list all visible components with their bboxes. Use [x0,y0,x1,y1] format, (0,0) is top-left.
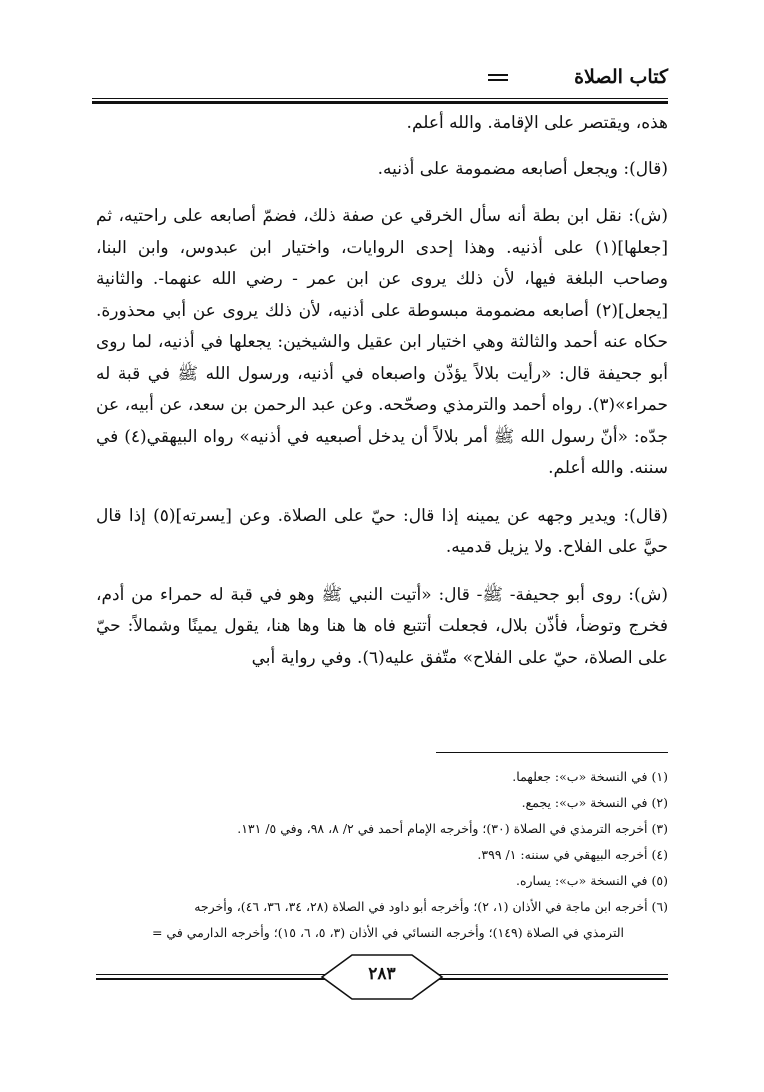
footnote-2: (٢) في النسخة «ب»: يجمع. [521,795,668,810]
footnote-3: (٣) أخرجه الترمذي في الصلاة (٣٠)؛ وأخرجه الإمام أحمد في ٢/ ٨، ٩٨، وفي ٥/ ١٣١. [237,821,668,836]
paragraph-5: (ش): روى أبو جحيفة- ﷺ- قال: «أتيت النبي ﷺ وهو في قبة له حمراء من أدم، فخرج وتوضأ، فأذّن بلال، فجعلت أتتبع فاه ها هنا وها هنا، يقول يمينًا وشمالاً: حيّ على الصلاة، حيّ على الفلاح» متّفق عليه(٦). وفي رواية أبي [96,584,668,668]
paragraph-2: (قال): ويجعل أصابعه مضمومة على أذنيه. [377,158,668,179]
footnote-5: (٥) في النسخة «ب»: يساره. [515,873,668,888]
footnote-4: (٤) أخرجه البيهقي في سننه: ١/ ٣٩٩. [477,847,668,862]
header-title: كتاب الصلاة [574,66,668,88]
page-number-ornament [96,952,668,1002]
paragraph-1: هذه، ويقتصر على الإقامة. والله أعلم. [406,113,668,133]
footnote-1: (١) في النسخة «ب»: جعلهما. [512,769,668,784]
main-text [96,108,668,674]
footnote-6: (٦) أخرجه ابن ماجة في الأذان (١، ٢)؛ وأخرجه أبو داود في الصلاة (٢٨، ٣٤، ٣٦، ٤٦)، وأخرجه [194,899,668,914]
running-header [92,64,668,104]
page-number: ٢٨٣ [368,964,396,984]
footnote-6-continued: الترمذي في الصلاة (١٤٩)؛ وأخرجه النسائي في الأذان (٣، ٥، ٦، ١٥)؛ وأخرجه الدارمي في = [151,925,624,940]
paragraph-3: (ش): نقل ابن بطة أنه سأل الخرقي عن صفة ذلك، فضمّ أصابعه على راحتيه، ثم [جعلها](١) على أذنيه. وهذا إحدى الروايات، واختيار ابن عبدوس، وابن البنا، وصاحب البلغة فيها، لأن ذلك يروى عن ابن عمر - رضي الله عنهما-. والثانية [يجعل](٢) أصابعه مضمومة مبسوطة على أذنيه، لأن ذلك يروى عن أبي محذورة. حكاه عنه أحمد والثالثة وهي اختيار ابن عقيل والشيخين: يجعلها في أذنيه، لما روى أبو جحيفة قال: «رأيت بلالاً يؤذّن واصبعاه في أذنيه، ورسول الله ﷺ في قبة له حمراء»(٣). رواه أحمد والترمذي وصحّحه. وعن عبد الرحمن بن سعد، عن أبيه، عن جدّه: «أنّ رسول الله ﷺ أمر بلالاً أن يدخل أصبعيه في أذنيه» رواه البيهقي(٤) في سننه. والله أعلم. [96,206,668,478]
paragraph-4: (قال): ويدير وجهه عن يمينه إذا قال: حيّ على الصلاة. وعن [يسرته](٥) إذا قال حيَّ على الفلاح. ولا يزيل قدميه. [96,505,669,557]
footnotes [96,764,668,946]
header-ornament [488,74,508,84]
header-rule-thick [92,101,668,104]
footnote-separator [436,752,668,753]
header-rule-thin [92,98,668,99]
